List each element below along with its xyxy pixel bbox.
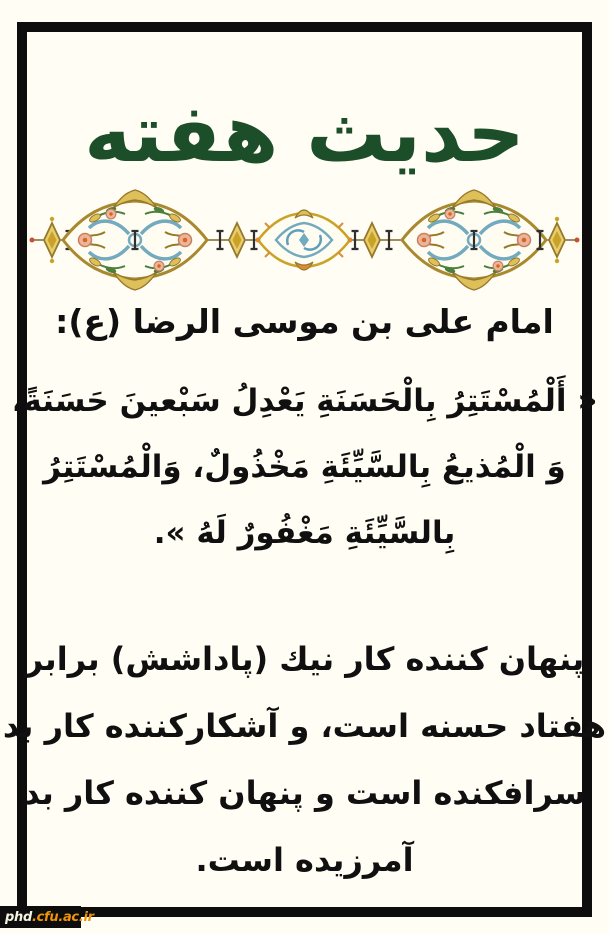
ornament-finial-left	[44, 217, 60, 263]
hadith-translation-text	[0, 626, 609, 894]
watermark	[0, 906, 94, 928]
arabic-line-2: وَ الْمُذيعُ بِالسَّيِّئَةِ مَخْذُولٌ، وَالْمُسْتَتِرُ	[43, 449, 566, 485]
ornament-finial-right	[549, 217, 565, 263]
ornament-end-dot-left	[30, 238, 35, 243]
ornament-connector-left	[229, 223, 245, 257]
hadith-arabic-text	[0, 368, 609, 566]
ornament-end-dot-right	[575, 238, 580, 243]
title-calligraphy: حدیث هفته	[84, 87, 525, 180]
ornament-divider	[28, 186, 581, 294]
watermark-prefix: phd	[5, 909, 32, 925]
watermark-domain: .cfu.ac.ir	[31, 909, 94, 925]
persian-line-3: سرافكنده است و پنهان كننده كار بد	[23, 774, 586, 812]
ornament-medallion-right	[402, 190, 546, 290]
narrator-line: امام على بن موسى الرضا (ع):	[55, 302, 554, 341]
persian-line-1: پنهان كننده كار نيك (پاداشش) برابر	[24, 640, 585, 678]
persian-line-2: هفتاد حسنه است، و آشكاركننده كار بد	[2, 707, 607, 745]
ornament-medallion-center	[256, 210, 353, 270]
ornament-medallion-left	[63, 190, 207, 290]
persian-line-4: آمرزيده است.	[195, 841, 414, 879]
ornament-connector-right	[364, 223, 380, 257]
arabic-line-3: بِالسَّيِّئَةِ مَغْفُورٌ لَهُ ».	[153, 515, 456, 551]
arabic-line-1: « أَلْمُسْتَتِرُ بِالْحَسَنَةِ يَعْدِلُ سَبْعينَ حَسَنَةً،	[11, 383, 598, 419]
